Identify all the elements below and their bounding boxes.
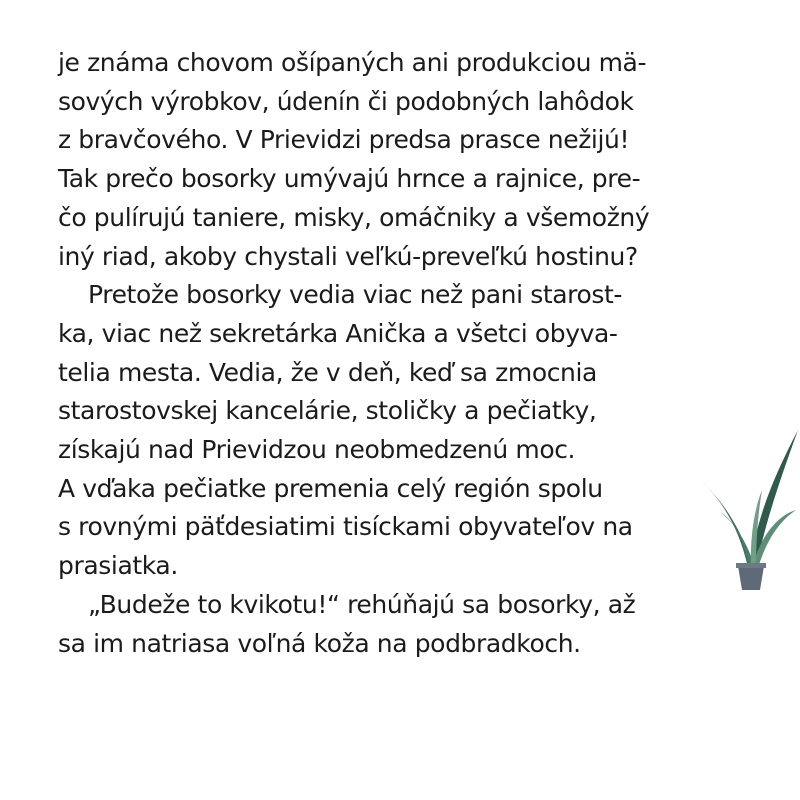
text-line: z bravčového. V Prievidzi predsa prasce nežijú! [58,125,630,155]
text-line: „Budeže to kvikotu!“ rehúňajú sa bosorky, až [88,589,636,619]
text-line: čo pulírujú taniere, misky, omáčniky a všemožný [58,202,650,232]
text-line: iný riad, akoby chystali veľkú-preveľkú hostinu? [58,241,638,271]
text-line: je známa chovom ošípaných ani produkciou mä- [58,48,647,77]
text-line: prasiatka. [58,551,178,581]
paragraph-2 [58,276,758,586]
leaf [720,512,755,568]
text-line: sových výrobkov, údenín či podobných lahôdok [58,86,634,116]
text-line: starostovskej kancelárie, stoličky a pečiatky, [58,396,597,426]
pot-rim [736,563,766,568]
plant-pot [738,566,764,590]
paragraph-1 [58,44,758,276]
plant-leaves [702,430,798,568]
text-line: telia mesta. Vedia, že v deň, keď sa zmocnia [58,357,597,387]
text-line: Tak prečo bosorky umývajú hrnce a rajnice, pre- [58,164,641,194]
potted-plant-icon [700,420,800,590]
paragraph-3 [58,586,758,663]
text-line: získajú nad Prievidzou neobmedzenú moc. [58,435,576,465]
text-line: Pretože bosorky vedia viac než pani starost- [88,280,623,310]
text-line: sa im natriasa voľná koža na podbradkoch. [58,628,581,658]
text-line: ka, viac než sekretárka Anička a všetci obyva- [58,318,618,348]
leaf [750,430,798,568]
page-text [58,44,758,663]
text-line: s rovnými päťdesiatimi tisíckami obyvateľov na [58,512,633,542]
text-line: A vďaka pečiatke premenia celý región spolu [58,473,603,503]
